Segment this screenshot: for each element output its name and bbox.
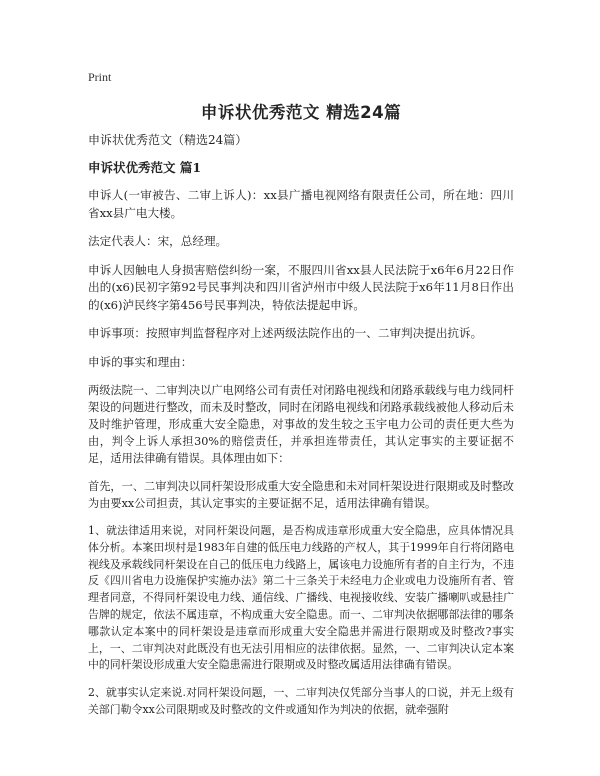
paragraph-judgment-summary: 两级法院一、二审判决以广电网络公司有责任对闭路电视线和闭路承载线与电力线同杆架设的问题进行整改，而未及时整改，同时在闭路电视线和闭路承载线被他人移动后未及时维护管理，形成重大安全隐患，对事故的发生较之玉宇电力公司的责任更大些为由，判令上诉人承担30%的赔偿责任，并承担连带责任，其认定事实的主要证据不足，适用法律确有错误。具体理由如下： [88,384,514,465]
document-subtitle: 申诉状优秀范文（精选24篇） [88,133,248,147]
paragraph-legal-representative: 法定代表人：宋，总经理。 [88,234,228,248]
section-heading: 申诉状优秀范文 篇1 [88,160,202,175]
document-title: 申诉状优秀范文 精选24篇 [200,103,402,122]
paragraph-appellant: 申诉人(一审被告、二审上诉人)：xx县广播电视网络有限责任公司，所在地：四川省xx县广电大楼。 [88,188,514,220]
paragraph-law-application: 1、就法律适用来说，对同杆架设问题，是否构成违章形成重大安全隐患，应具体情况具体分析。本案田坝村是1983年自建的低压电力线路的产权人，其于1999年自行将闭路电视线及承载线同杆架设在自己的低压电力线路上，属该电力设施所有者的自主行为，不违反《四川省电力设施保护实施办法》第二十三条关于未经电力企业或电力设施所有者、管理者同意，不得同杆架设电力线、通信线、广播线、电视接收线、安装广播喇叭或悬挂广告牌的规定，依法不属违章，不构成重大安全隐患。而一、二审判决依据哪部法律的哪条哪款认定本案中的同杆架设是违章而形成重大安全隐患并需进行限期或及时整改?事实上，一、二审判决对此既没有也无法引用相应的法律依据。显然，一、二审判决认定本案中的同杆架设形成重大安全隐患需进行限期或及时整改属适用法律确有错误。 [88,524,514,672]
paragraph-fact-finding: 2、就事实认定来说.对同杆架设问题，一、二审判决仅凭部分当事人的口说，并无上级有关部门勒令xx公司限期或及时整改的文件或通知作为判决的依据，就牵强附 [88,686,514,716]
paragraph-appeal-matters: 申诉事项：按照审判监督程序对上述两级法院作出的一、二审判决提出抗诉。 [88,326,483,340]
paragraph-facts-heading: 申诉的事实和理由： [88,354,193,369]
print-label: Print [88,70,112,84]
paragraph-case-background: 申诉人因触电人身损害赔偿纠纷一案，不服四川省xx县人民法院于x6年6月22日作出的(x6)民初字第92号民事判决和四川省泸州市中级人民法院于x6年11月8日作出的(x6)泸民终字第456号民事判决，特依法提起申诉。 [88,262,514,312]
paragraph-first-point: 首先，一、二审判决以同杆架设形成重大安全隐患和未对同杆架设进行限期或及时整改为由要xx公司担责，其认定事实的主要证据不足，适用法律确有错误。 [88,480,514,510]
